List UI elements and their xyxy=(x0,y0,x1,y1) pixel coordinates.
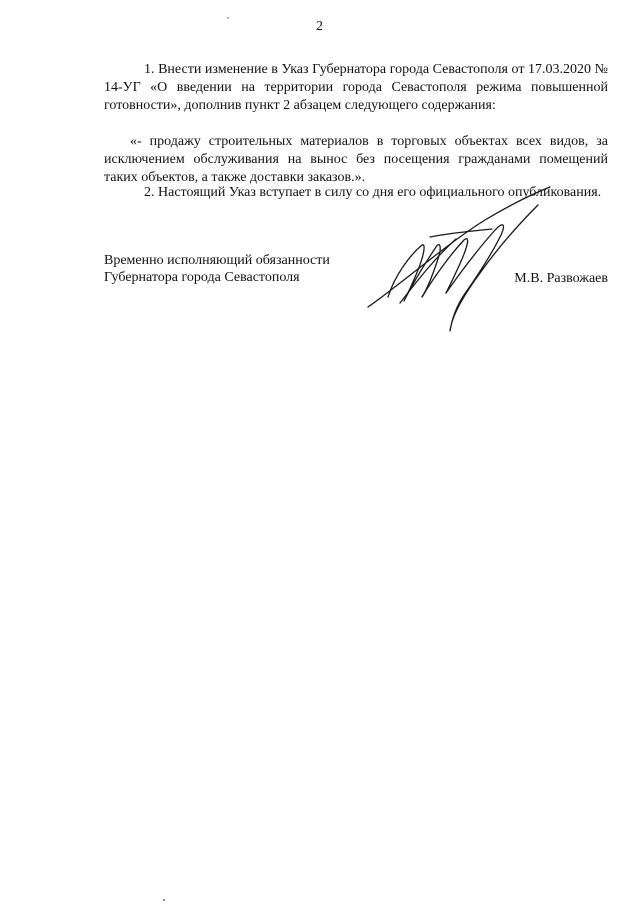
signatory-name: М.В. Развожаев xyxy=(514,271,608,286)
signatory-title xyxy=(104,252,330,286)
handwritten-signature xyxy=(360,185,560,350)
paragraph-quote: «- продажу строительных материалов в торговых объектах всех видов, за исключением обслуживания на вынос без посещения гражданами помещений таких объектов, а также доставки заказов.». xyxy=(104,134,608,185)
paragraph-1: 1. Внести изменение в Указ Губернатора города Севастополя от 17.03.2020 № 14-УГ «О введении на территории города Севастополя режима повышенной готовности», дополнив пункт 2 абзацем следующего содержания: xyxy=(104,62,608,113)
paragraph-2: 2. Настоящий Указ вступает в силу со дня его официального опубликования. xyxy=(144,185,602,200)
signatory-title-line-2: Губернатора города Севастополя xyxy=(104,270,300,285)
signatory-title-line-1: Временно исполняющий обязанности xyxy=(104,253,330,268)
page-number: 2 xyxy=(316,19,323,34)
